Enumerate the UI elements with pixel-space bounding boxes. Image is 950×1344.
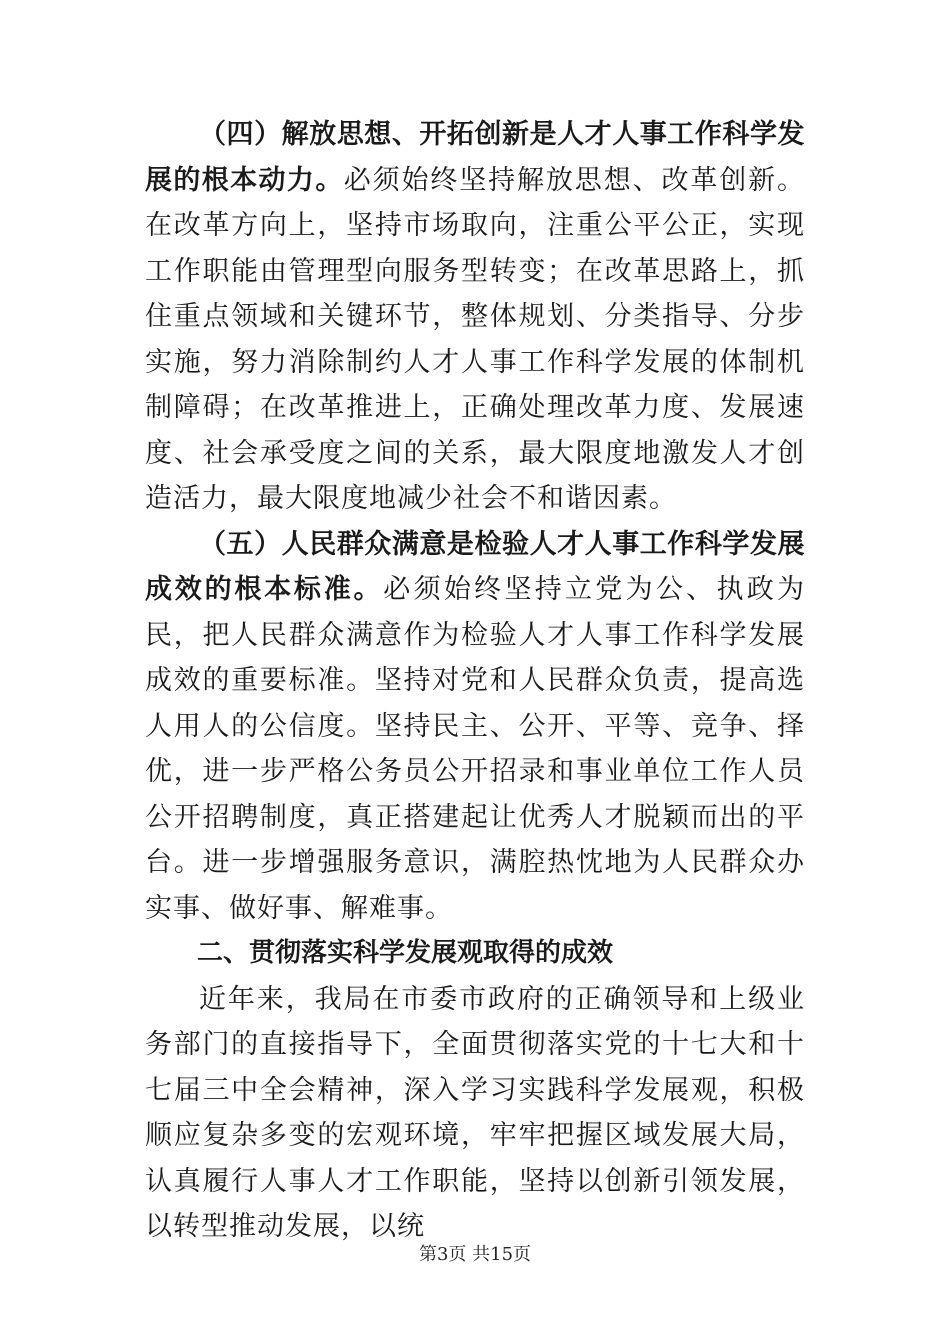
paragraph-four-lead: （四）解放思想、开拓创新是人才人事工作科学发展的根本动力。 [145, 119, 805, 196]
paragraph-five-body: 必须始终坚持立党为公、执政为民，把人民群众满意作为检验人才人事工作科学发展成效的重要标准。坚持对党和人民群众负责，提高选人用人的公信度。坚持民主、公开、平等、竞争、择优，进一步严格公务员公开招录和事业单位工作人员公开招聘制度，真正搭建起让优秀人才脱颖而出的平台。进一步增强服务意识，满腔热忱地为人民群众办实事、做好事、解难事。 [145, 574, 806, 924]
section-heading: 二、贯彻落实科学发展观取得的成效 [197, 938, 614, 968]
document-body [145, 112, 805, 1250]
closing-paragraph: 近年来，我局在市委市政府的正确领导和上级业务部门的直接指导下，全面贯彻落实党的十七大和十七届三中全会精神，深入学习实践科学发展观，积极顺应复杂多变的宏观环境，牢牢把握区域发展大局，认真履行人事人才工作职能，坚持以创新引领发展，以转型推动发展，以统 [145, 983, 805, 1242]
paragraph-five-lead: （五）人民群众满意是检验人才人事工作科学发展成效的根本标准。 [145, 528, 805, 605]
paragraph-four [145, 112, 805, 522]
paragraph-five [145, 522, 805, 932]
paragraph-four-body: 必须始终坚持解放思想、改革创新。在改革方向上，坚持市场取向，注重公平公正，实现工作职能由管理型向服务型转变；在改革思路上，抓住重点领域和关键环节，整体规划、分类指导、分步实施，努力消除制约人才人事工作科学发展的体制机制障碍；在改革推进上，正确处理改革力度、发展速度、社会承受度之间的关系，最大限度地激发人才创造活力，最大限度地减少社会不和谐因素。 [145, 164, 806, 514]
page-footer: 第3页 共15页 [418, 1244, 532, 1265]
